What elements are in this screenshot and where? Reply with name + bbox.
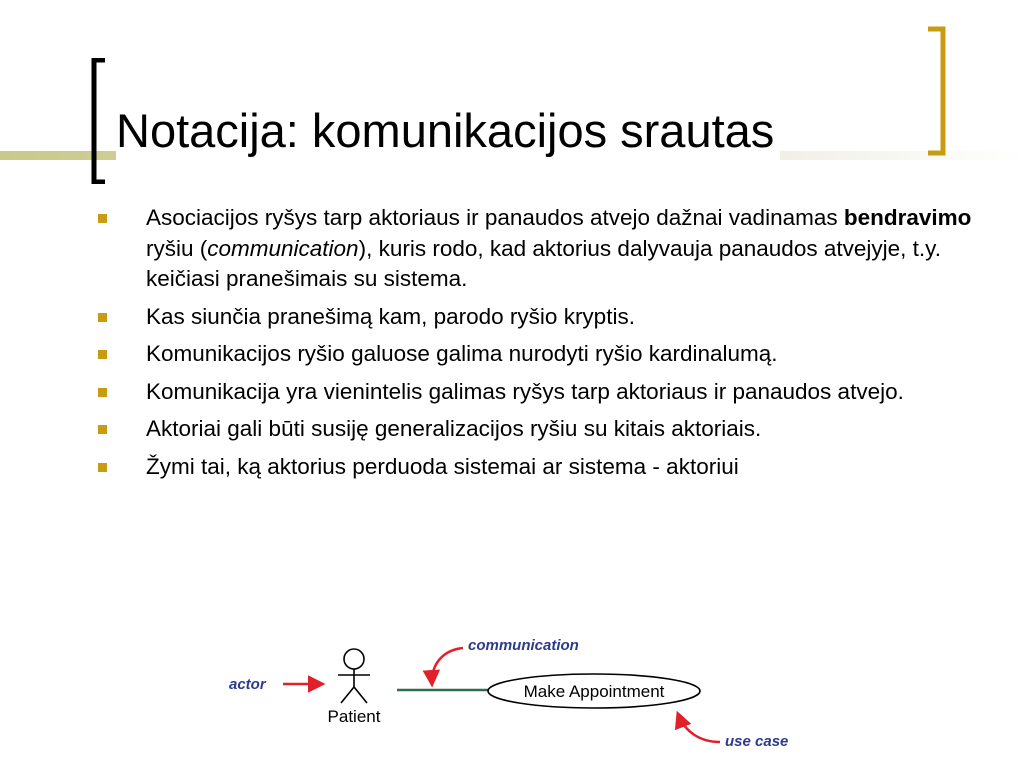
italic-term: communication xyxy=(207,235,359,261)
communication-pointer-arrow xyxy=(432,648,463,684)
bullet-item xyxy=(97,302,977,333)
actor-name: Patient xyxy=(327,707,381,726)
bullet-item xyxy=(97,414,977,445)
bullet-list xyxy=(97,203,977,489)
square-bullet-icon xyxy=(98,350,107,359)
bullet-text: Kas siunčia pranešimą kam, parodo ryšio kryptis. xyxy=(146,303,635,329)
square-bullet-icon xyxy=(98,313,107,322)
use-case-name: Make Appointment xyxy=(523,682,665,701)
bullet-text: Komunikacija yra vienintelis galimas ryšys tarp aktoriaus ir panaudos atvejo. xyxy=(146,378,904,404)
bullet-text: Aktoriai gali būti susiję generalizacijos ryšiu su kitais aktoriais. xyxy=(146,416,762,441)
use-case-diagram xyxy=(225,630,815,760)
use-case-label: use case xyxy=(725,733,789,750)
square-bullet-icon xyxy=(98,388,107,397)
bullet-text: Žymi tai, ką aktorius perduoda sistemai ar sistema - aktoriui xyxy=(146,453,739,479)
square-bullet-icon xyxy=(98,425,107,434)
stick-figure-actor-icon xyxy=(338,649,370,703)
square-bullet-icon xyxy=(98,463,107,472)
bullet-item xyxy=(97,339,977,370)
slide-title: Notacija: komunikacijos srautas xyxy=(116,100,780,162)
use-case-pointer-arrow xyxy=(678,714,720,742)
square-bullet-icon xyxy=(98,214,107,223)
right-bracket-decoration xyxy=(925,26,947,156)
left-bracket-decoration xyxy=(90,58,107,184)
actor-label: actor xyxy=(229,676,266,693)
bold-term: bendravimo xyxy=(843,205,972,230)
bullet-item xyxy=(97,203,977,295)
bullet-item xyxy=(97,377,977,408)
bullet-text: Asociacijos ryšys tarp aktoriaus ir panaudos atvejo dažnai vadinamas bendravimo ryšiu (communication), kuris rodo, kad aktorius dalyvauja panaudos atvejyje, t.y. keičiasi pranešimais su sistema. xyxy=(146,205,972,291)
bullet-text: Komunikacijos ryšio galuose galima nurodyti ryšio kardinalumą. xyxy=(146,341,778,366)
communication-label: communication xyxy=(468,637,579,654)
bullet-item xyxy=(97,452,977,483)
